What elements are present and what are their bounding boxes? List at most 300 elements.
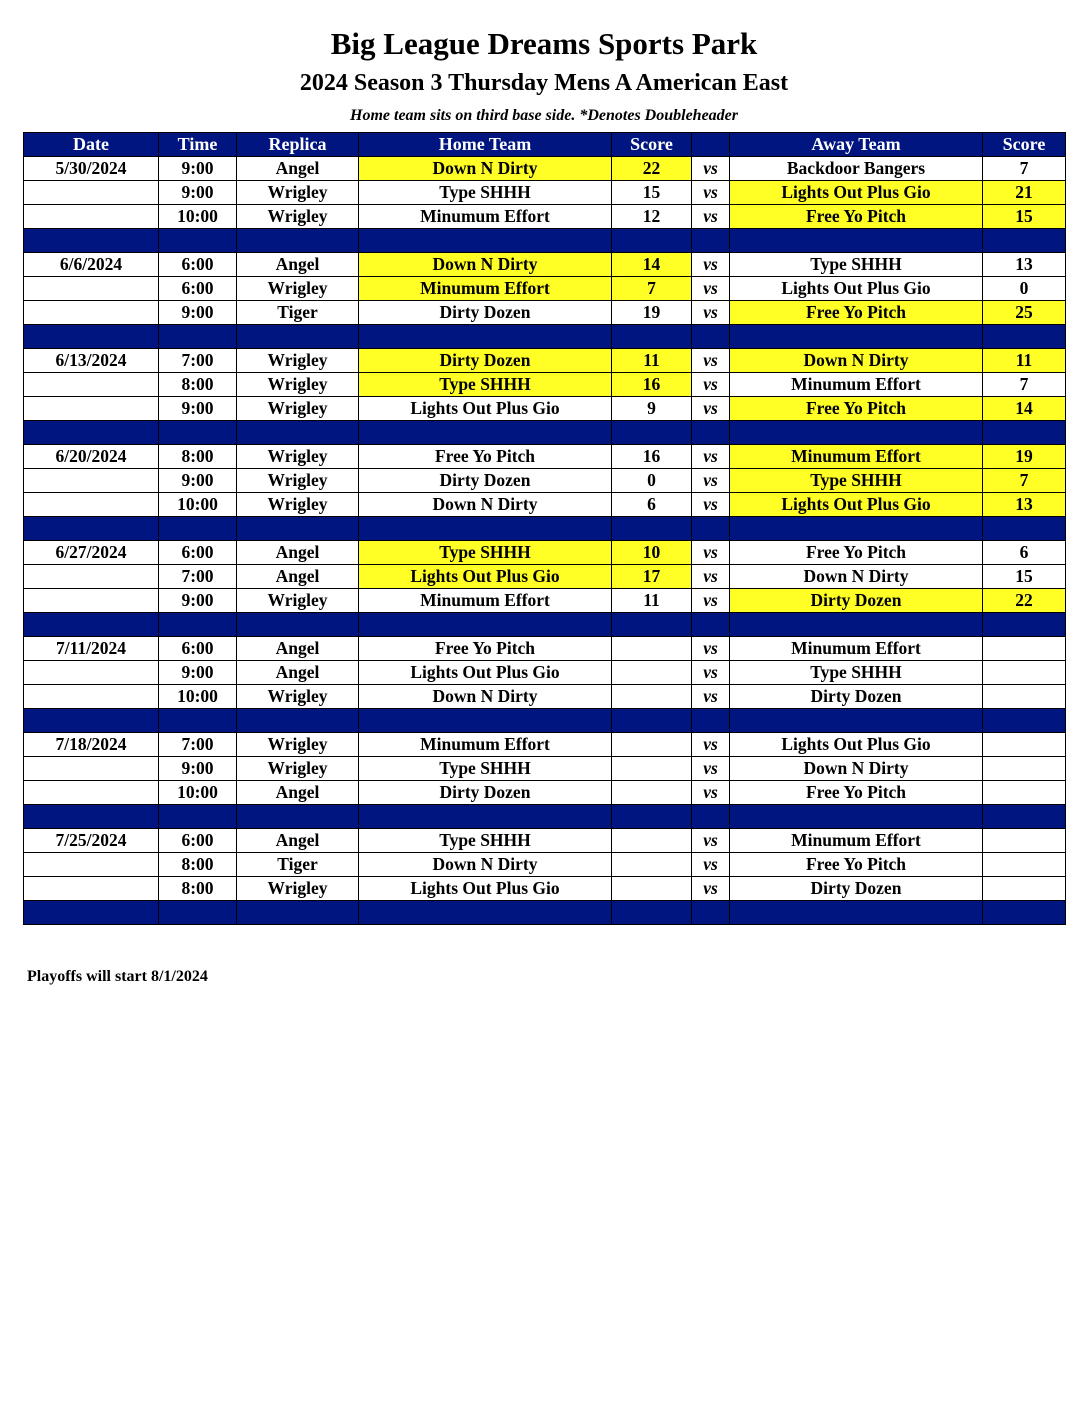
home-score-cell bbox=[612, 637, 692, 661]
away-score-cell bbox=[983, 829, 1066, 853]
time-cell: 7:00 bbox=[159, 349, 237, 373]
divider-cell bbox=[359, 805, 612, 829]
playoffs-note: Playoffs will start 8/1/2024 bbox=[27, 968, 208, 985]
table-row bbox=[24, 277, 1066, 301]
time-cell: 6:00 bbox=[159, 541, 237, 565]
away-score-cell: 13 bbox=[983, 493, 1066, 517]
table-row bbox=[24, 349, 1066, 373]
replica-cell: Wrigley bbox=[237, 277, 359, 301]
time-cell: 6:00 bbox=[159, 637, 237, 661]
divider-cell bbox=[237, 805, 359, 829]
divider-cell bbox=[237, 229, 359, 253]
date-cell: 7/18/2024 bbox=[24, 733, 159, 757]
divider-cell bbox=[692, 325, 730, 349]
divider-cell bbox=[159, 421, 237, 445]
table-row bbox=[24, 565, 1066, 589]
vs-cell: vs bbox=[692, 733, 730, 757]
time-cell: 8:00 bbox=[159, 853, 237, 877]
table-row bbox=[24, 829, 1066, 853]
replica-cell: Angel bbox=[237, 157, 359, 181]
divider-cell bbox=[359, 613, 612, 637]
divider-cell bbox=[983, 325, 1066, 349]
home-score-cell: 22 bbox=[612, 157, 692, 181]
away-team-cell: Lights Out Plus Gio bbox=[730, 733, 983, 757]
divider-cell bbox=[983, 613, 1066, 637]
replica-cell: Angel bbox=[237, 661, 359, 685]
schedule-note: Home team sits on third base side. *Denotes Doubleheader bbox=[350, 107, 738, 124]
time-cell: 9:00 bbox=[159, 589, 237, 613]
table-row bbox=[24, 733, 1066, 757]
away-team-cell: Type SHHH bbox=[730, 253, 983, 277]
home-score-cell: 16 bbox=[612, 445, 692, 469]
week-divider-row bbox=[24, 325, 1066, 349]
divider-cell bbox=[159, 325, 237, 349]
vs-cell: vs bbox=[692, 493, 730, 517]
divider-cell bbox=[692, 805, 730, 829]
table-row bbox=[24, 637, 1066, 661]
time-cell: 9:00 bbox=[159, 469, 237, 493]
time-cell: 6:00 bbox=[159, 277, 237, 301]
table-row bbox=[24, 181, 1066, 205]
home-team-cell: Type SHHH bbox=[359, 181, 612, 205]
vs-cell: vs bbox=[692, 829, 730, 853]
replica-cell: Wrigley bbox=[237, 493, 359, 517]
away-team-cell: Minumum Effort bbox=[730, 637, 983, 661]
away-team-cell: Down N Dirty bbox=[730, 349, 983, 373]
away-score-cell bbox=[983, 877, 1066, 901]
divider-cell bbox=[692, 517, 730, 541]
schedule-body bbox=[24, 157, 1066, 925]
away-team-cell: Down N Dirty bbox=[730, 565, 983, 589]
divider-cell bbox=[612, 709, 692, 733]
home-score-cell: 19 bbox=[612, 301, 692, 325]
time-cell: 10:00 bbox=[159, 493, 237, 517]
table-row bbox=[24, 589, 1066, 613]
vs-cell: vs bbox=[692, 685, 730, 709]
table-row bbox=[24, 373, 1066, 397]
divider-cell bbox=[159, 901, 237, 925]
table-row bbox=[24, 205, 1066, 229]
away-score-cell: 11 bbox=[983, 349, 1066, 373]
date-cell: 7/25/2024 bbox=[24, 829, 159, 853]
divider-cell bbox=[730, 613, 983, 637]
away-team-cell: Dirty Dozen bbox=[730, 589, 983, 613]
vs-cell: vs bbox=[692, 565, 730, 589]
replica-cell: Wrigley bbox=[237, 685, 359, 709]
home-team-cell: Dirty Dozen bbox=[359, 349, 612, 373]
column-header-home-team: Home Team bbox=[359, 133, 612, 157]
divider-cell bbox=[692, 901, 730, 925]
divider-cell bbox=[237, 613, 359, 637]
away-team-cell: Dirty Dozen bbox=[730, 877, 983, 901]
date-cell bbox=[24, 205, 159, 229]
home-score-cell bbox=[612, 781, 692, 805]
away-score-cell: 13 bbox=[983, 253, 1066, 277]
divider-cell bbox=[237, 901, 359, 925]
replica-cell: Wrigley bbox=[237, 181, 359, 205]
home-score-cell bbox=[612, 877, 692, 901]
replica-cell: Wrigley bbox=[237, 877, 359, 901]
divider-cell bbox=[359, 229, 612, 253]
vs-cell: vs bbox=[692, 877, 730, 901]
away-team-cell: Lights Out Plus Gio bbox=[730, 277, 983, 301]
replica-cell: Tiger bbox=[237, 301, 359, 325]
away-team-cell: Free Yo Pitch bbox=[730, 541, 983, 565]
home-score-cell: 11 bbox=[612, 589, 692, 613]
column-header-away-score: Score bbox=[983, 133, 1066, 157]
divider-cell bbox=[612, 325, 692, 349]
replica-cell: Angel bbox=[237, 253, 359, 277]
column-header-replica: Replica bbox=[237, 133, 359, 157]
vs-cell: vs bbox=[692, 157, 730, 181]
home-team-cell: Dirty Dozen bbox=[359, 781, 612, 805]
divider-cell bbox=[612, 901, 692, 925]
date-cell bbox=[24, 853, 159, 877]
divider-cell bbox=[24, 901, 159, 925]
home-team-cell: Down N Dirty bbox=[359, 253, 612, 277]
vs-cell: vs bbox=[692, 541, 730, 565]
table-row bbox=[24, 685, 1066, 709]
replica-cell: Wrigley bbox=[237, 397, 359, 421]
divider-cell bbox=[730, 805, 983, 829]
away-score-cell bbox=[983, 853, 1066, 877]
divider-cell bbox=[237, 517, 359, 541]
away-score-cell: 21 bbox=[983, 181, 1066, 205]
table-row bbox=[24, 853, 1066, 877]
away-score-cell: 6 bbox=[983, 541, 1066, 565]
home-score-cell bbox=[612, 733, 692, 757]
divider-cell bbox=[612, 229, 692, 253]
table-row bbox=[24, 877, 1066, 901]
table-row bbox=[24, 493, 1066, 517]
away-score-cell bbox=[983, 661, 1066, 685]
home-score-cell: 6 bbox=[612, 493, 692, 517]
home-team-cell: Minumum Effort bbox=[359, 733, 612, 757]
home-team-cell: Type SHHH bbox=[359, 757, 612, 781]
time-cell: 6:00 bbox=[159, 829, 237, 853]
time-cell: 8:00 bbox=[159, 373, 237, 397]
home-team-cell: Dirty Dozen bbox=[359, 469, 612, 493]
home-team-cell: Free Yo Pitch bbox=[359, 445, 612, 469]
week-divider-row bbox=[24, 421, 1066, 445]
table-row bbox=[24, 253, 1066, 277]
replica-cell: Wrigley bbox=[237, 757, 359, 781]
home-team-cell: Lights Out Plus Gio bbox=[359, 877, 612, 901]
column-header-vs bbox=[692, 133, 730, 157]
away-score-cell bbox=[983, 781, 1066, 805]
away-team-cell: Free Yo Pitch bbox=[730, 205, 983, 229]
away-score-cell bbox=[983, 733, 1066, 757]
away-score-cell: 15 bbox=[983, 565, 1066, 589]
divider-cell bbox=[24, 421, 159, 445]
divider-cell bbox=[159, 613, 237, 637]
table-row bbox=[24, 157, 1066, 181]
time-cell: 9:00 bbox=[159, 181, 237, 205]
date-cell bbox=[24, 685, 159, 709]
divider-cell bbox=[159, 229, 237, 253]
vs-cell: vs bbox=[692, 181, 730, 205]
time-cell: 8:00 bbox=[159, 445, 237, 469]
home-team-cell: Lights Out Plus Gio bbox=[359, 661, 612, 685]
away-score-cell: 0 bbox=[983, 277, 1066, 301]
table-row bbox=[24, 661, 1066, 685]
divider-cell bbox=[237, 709, 359, 733]
away-team-cell: Type SHHH bbox=[730, 661, 983, 685]
date-cell bbox=[24, 757, 159, 781]
home-team-cell: Minumum Effort bbox=[359, 205, 612, 229]
table-row bbox=[24, 781, 1066, 805]
divider-cell bbox=[730, 325, 983, 349]
date-cell bbox=[24, 373, 159, 397]
home-score-cell bbox=[612, 661, 692, 685]
vs-cell: vs bbox=[692, 349, 730, 373]
replica-cell: Wrigley bbox=[237, 349, 359, 373]
table-row bbox=[24, 469, 1066, 493]
divider-cell bbox=[692, 229, 730, 253]
away-score-cell: 7 bbox=[983, 157, 1066, 181]
replica-cell: Tiger bbox=[237, 853, 359, 877]
away-team-cell: Lights Out Plus Gio bbox=[730, 493, 983, 517]
home-score-cell: 10 bbox=[612, 541, 692, 565]
home-score-cell: 11 bbox=[612, 349, 692, 373]
divider-cell bbox=[24, 229, 159, 253]
time-cell: 6:00 bbox=[159, 253, 237, 277]
date-cell bbox=[24, 661, 159, 685]
page-subtitle: 2024 Season 3 Thursday Mens A American East bbox=[299, 70, 789, 96]
divider-cell bbox=[359, 517, 612, 541]
divider-cell bbox=[237, 421, 359, 445]
divider-cell bbox=[692, 709, 730, 733]
page-title: Big League Dreams Sports Park bbox=[330, 26, 758, 61]
away-team-cell: Free Yo Pitch bbox=[730, 853, 983, 877]
date-cell: 6/20/2024 bbox=[24, 445, 159, 469]
time-cell: 7:00 bbox=[159, 565, 237, 589]
vs-cell: vs bbox=[692, 277, 730, 301]
divider-cell bbox=[359, 709, 612, 733]
replica-cell: Wrigley bbox=[237, 469, 359, 493]
divider-cell bbox=[159, 517, 237, 541]
home-team-cell: Minumum Effort bbox=[359, 589, 612, 613]
replica-cell: Angel bbox=[237, 565, 359, 589]
week-divider-row bbox=[24, 613, 1066, 637]
date-cell bbox=[24, 589, 159, 613]
home-score-cell: 7 bbox=[612, 277, 692, 301]
replica-cell: Wrigley bbox=[237, 205, 359, 229]
divider-cell bbox=[983, 517, 1066, 541]
week-divider-row bbox=[24, 901, 1066, 925]
away-team-cell: Down N Dirty bbox=[730, 757, 983, 781]
column-header-away-team: Away Team bbox=[730, 133, 983, 157]
table-row bbox=[24, 397, 1066, 421]
schedule-table bbox=[23, 132, 1066, 925]
divider-cell bbox=[730, 229, 983, 253]
divider-cell bbox=[983, 901, 1066, 925]
home-team-cell: Minumum Effort bbox=[359, 277, 612, 301]
away-score-cell: 19 bbox=[983, 445, 1066, 469]
away-score-cell: 15 bbox=[983, 205, 1066, 229]
vs-cell: vs bbox=[692, 757, 730, 781]
divider-cell bbox=[24, 805, 159, 829]
vs-cell: vs bbox=[692, 853, 730, 877]
date-cell: 6/13/2024 bbox=[24, 349, 159, 373]
divider-cell bbox=[730, 901, 983, 925]
table-row bbox=[24, 541, 1066, 565]
date-cell: 6/6/2024 bbox=[24, 253, 159, 277]
table-row bbox=[24, 445, 1066, 469]
divider-cell bbox=[612, 517, 692, 541]
home-score-cell: 14 bbox=[612, 253, 692, 277]
date-cell bbox=[24, 277, 159, 301]
replica-cell: Angel bbox=[237, 781, 359, 805]
divider-cell bbox=[359, 901, 612, 925]
vs-cell: vs bbox=[692, 589, 730, 613]
divider-cell bbox=[24, 709, 159, 733]
home-team-cell: Down N Dirty bbox=[359, 853, 612, 877]
vs-cell: vs bbox=[692, 253, 730, 277]
divider-cell bbox=[612, 613, 692, 637]
away-team-cell: Minumum Effort bbox=[730, 445, 983, 469]
vs-cell: vs bbox=[692, 661, 730, 685]
replica-cell: Wrigley bbox=[237, 373, 359, 397]
time-cell: 7:00 bbox=[159, 733, 237, 757]
away-team-cell: Minumum Effort bbox=[730, 373, 983, 397]
away-team-cell: Type SHHH bbox=[730, 469, 983, 493]
divider-cell bbox=[237, 325, 359, 349]
home-team-cell: Lights Out Plus Gio bbox=[359, 565, 612, 589]
divider-cell bbox=[159, 709, 237, 733]
away-score-cell: 7 bbox=[983, 373, 1066, 397]
divider-cell bbox=[983, 805, 1066, 829]
date-cell bbox=[24, 493, 159, 517]
vs-cell: vs bbox=[692, 469, 730, 493]
column-header-date: Date bbox=[24, 133, 159, 157]
date-cell bbox=[24, 877, 159, 901]
vs-cell: vs bbox=[692, 301, 730, 325]
date-cell bbox=[24, 781, 159, 805]
date-cell bbox=[24, 565, 159, 589]
home-team-cell: Dirty Dozen bbox=[359, 301, 612, 325]
home-score-cell: 15 bbox=[612, 181, 692, 205]
vs-cell: vs bbox=[692, 373, 730, 397]
time-cell: 9:00 bbox=[159, 301, 237, 325]
divider-cell bbox=[730, 517, 983, 541]
divider-cell bbox=[983, 709, 1066, 733]
time-cell: 10:00 bbox=[159, 205, 237, 229]
divider-cell bbox=[983, 229, 1066, 253]
home-score-cell: 9 bbox=[612, 397, 692, 421]
table-header-row bbox=[24, 133, 1066, 157]
divider-cell bbox=[730, 709, 983, 733]
home-team-cell: Down N Dirty bbox=[359, 493, 612, 517]
time-cell: 10:00 bbox=[159, 685, 237, 709]
away-team-cell: Free Yo Pitch bbox=[730, 301, 983, 325]
away-team-cell: Dirty Dozen bbox=[730, 685, 983, 709]
home-team-cell: Down N Dirty bbox=[359, 157, 612, 181]
away-team-cell: Lights Out Plus Gio bbox=[730, 181, 983, 205]
vs-cell: vs bbox=[692, 637, 730, 661]
away-team-cell: Free Yo Pitch bbox=[730, 397, 983, 421]
home-score-cell: 16 bbox=[612, 373, 692, 397]
date-cell: 7/11/2024 bbox=[24, 637, 159, 661]
divider-cell bbox=[24, 517, 159, 541]
divider-cell bbox=[612, 805, 692, 829]
replica-cell: Angel bbox=[237, 541, 359, 565]
time-cell: 8:00 bbox=[159, 877, 237, 901]
away-team-cell: Free Yo Pitch bbox=[730, 781, 983, 805]
away-score-cell bbox=[983, 757, 1066, 781]
replica-cell: Angel bbox=[237, 829, 359, 853]
away-score-cell: 22 bbox=[983, 589, 1066, 613]
divider-cell bbox=[612, 421, 692, 445]
time-cell: 9:00 bbox=[159, 757, 237, 781]
replica-cell: Angel bbox=[237, 637, 359, 661]
divider-cell bbox=[359, 325, 612, 349]
home-team-cell: Type SHHH bbox=[359, 373, 612, 397]
time-cell: 9:00 bbox=[159, 157, 237, 181]
table-row bbox=[24, 301, 1066, 325]
home-team-cell: Type SHHH bbox=[359, 541, 612, 565]
home-team-cell: Type SHHH bbox=[359, 829, 612, 853]
week-divider-row bbox=[24, 229, 1066, 253]
away-score-cell: 7 bbox=[983, 469, 1066, 493]
replica-cell: Wrigley bbox=[237, 589, 359, 613]
away-score-cell: 14 bbox=[983, 397, 1066, 421]
date-cell bbox=[24, 397, 159, 421]
home-score-cell bbox=[612, 829, 692, 853]
column-header-home-score: Score bbox=[612, 133, 692, 157]
divider-cell bbox=[730, 421, 983, 445]
divider-cell bbox=[24, 613, 159, 637]
home-team-cell: Lights Out Plus Gio bbox=[359, 397, 612, 421]
week-divider-row bbox=[24, 517, 1066, 541]
date-cell: 6/27/2024 bbox=[24, 541, 159, 565]
divider-cell bbox=[692, 421, 730, 445]
column-header-time: Time bbox=[159, 133, 237, 157]
vs-cell: vs bbox=[692, 781, 730, 805]
vs-cell: vs bbox=[692, 397, 730, 421]
home-score-cell bbox=[612, 757, 692, 781]
date-cell bbox=[24, 181, 159, 205]
vs-cell: vs bbox=[692, 205, 730, 229]
home-team-cell: Free Yo Pitch bbox=[359, 637, 612, 661]
week-divider-row bbox=[24, 805, 1066, 829]
date-cell bbox=[24, 301, 159, 325]
away-score-cell bbox=[983, 637, 1066, 661]
date-cell bbox=[24, 469, 159, 493]
vs-cell: vs bbox=[692, 445, 730, 469]
home-score-cell: 0 bbox=[612, 469, 692, 493]
replica-cell: Wrigley bbox=[237, 733, 359, 757]
divider-cell bbox=[983, 421, 1066, 445]
away-team-cell: Minumum Effort bbox=[730, 829, 983, 853]
time-cell: 9:00 bbox=[159, 661, 237, 685]
replica-cell: Wrigley bbox=[237, 445, 359, 469]
away-team-cell: Backdoor Bangers bbox=[730, 157, 983, 181]
divider-cell bbox=[359, 421, 612, 445]
table-row bbox=[24, 757, 1066, 781]
divider-cell bbox=[24, 325, 159, 349]
away-score-cell: 25 bbox=[983, 301, 1066, 325]
divider-cell bbox=[159, 805, 237, 829]
time-cell: 9:00 bbox=[159, 397, 237, 421]
home-score-cell: 17 bbox=[612, 565, 692, 589]
date-cell: 5/30/2024 bbox=[24, 157, 159, 181]
home-score-cell bbox=[612, 685, 692, 709]
home-team-cell: Down N Dirty bbox=[359, 685, 612, 709]
divider-cell bbox=[692, 613, 730, 637]
away-score-cell bbox=[983, 685, 1066, 709]
week-divider-row bbox=[24, 709, 1066, 733]
